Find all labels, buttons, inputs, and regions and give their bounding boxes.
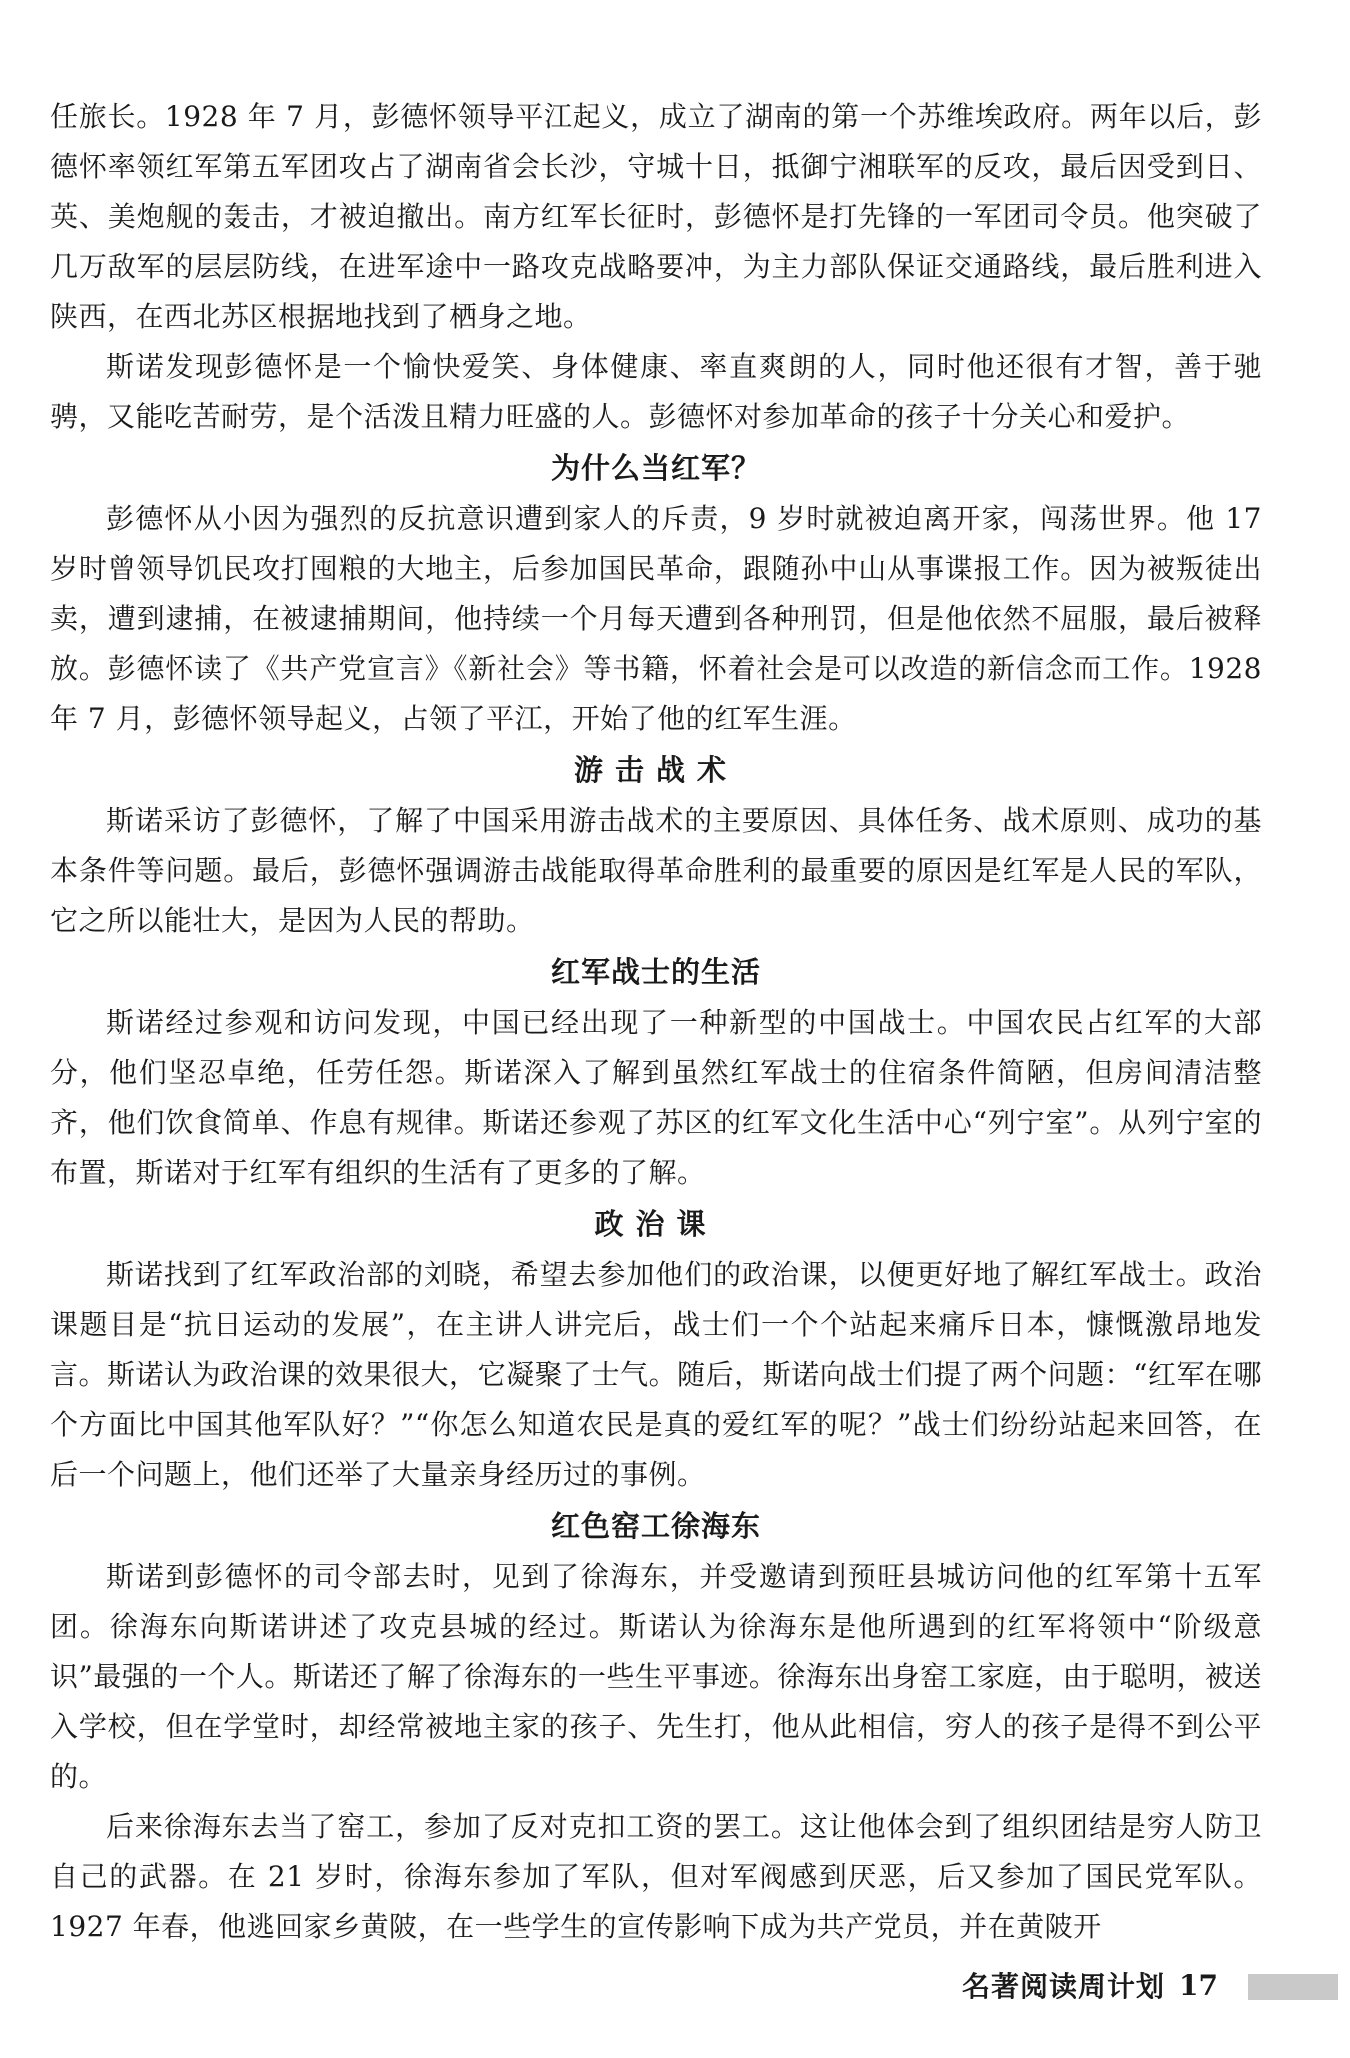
paragraph-peng-dehuai-character: 斯诺发现彭德怀是一个愉快爱笑、身体健康、率直爽朗的人，同时他还很有才智，善于驰骋，又能吃苦耐劳，是个活泼且精力旺盛的人。彭德怀对参加革命的孩子十分关心和爱护。 — [50, 350, 1262, 433]
paragraph-soldier-life: 斯诺经过参观和访问发现，中国已经出现了一种新型的中国战士。中国农民占红军的大部分，他们坚忍卓绝，任劳任怨。斯诺深入了解到虽然红军战士的住宿条件简陋，但房间清洁整齐，他们饮食简单、作息有规律。斯诺还参观了苏区的红军文化生活中心“列宁室”。从列宁室的布置，斯诺对于红军有组织的生活有了更多的了解。 — [50, 1006, 1262, 1189]
paragraph-peng-dehuai-career: 任旅长。1928 年 7 月，彭德怀领导平江起义，成立了湖南的第一个苏维埃政府。两年以后，彭德怀率领红军第五军团攻占了湖南省会长沙，守城十日，抵御宁湘联军的反攻，最后因受到日、英、美炮舰的轰击，才被迫撤出。南方红军长征时，彭德怀是打先锋的一军团司令员。他突破了几万敌军的层层防线，在进军途中一路攻克战略要冲，为主力部队保证交通路线，最后胜利进入陕西，在西北苏区根据地找到了栖身之地。 — [50, 100, 1262, 333]
heading-why-join-red-army: 为什么当红军？ — [550, 451, 761, 485]
page-footer — [962, 1965, 1218, 2005]
page-number: 17 — [1179, 1968, 1218, 2002]
paragraph-political-class: 斯诺找到了红军政治部的刘晓，希望去参加他们的政治课，以便更好地了解红军战士。政治课题目是“抗日运动的发展”，在主讲人讲完后，战士们一个个站起来痛斥日本，慷慨激昂地发言。斯诺认为政治课的效果很大，它凝聚了士气。随后，斯诺向战士们提了两个问题：“红军在哪个方面比中国其他军队好？”“你怎么知道农民是真的爱红军的呢？”战士们纷纷站起来回答，在后一个问题上，他们还举了大量亲身经历过的事例。 — [50, 1258, 1262, 1491]
paragraph-guerrilla-tactics: 斯诺采访了彭德怀，了解了中国采用游击战术的主要原因、具体任务、战术原则、成功的基本条件等问题。最后，彭德怀强调游击战能取得革命胜利的最重要的原因是红军是人民的军队，它之所以能壮大，是因为人民的帮助。 — [50, 804, 1262, 937]
paragraph-why-join-red-army: 彭德怀从小因为强烈的反抗意识遭到家人的斥责，9 岁时就被迫离开家，闯荡世界。他 17 岁时曾领导饥民攻打囤粮的大地主，后参加国民革命，跟随孙中山从事谍报工作。因为被叛徒出卖，遭到逮捕，在被逮捕期间，他持续一个月每天遭到各种刑罚，但是他依然不屈服，最后被释放。彭德怀读了《共产党宣言》《新社会》等书籍，怀着社会是可以改造的新信念而工作。1928 年 7 月，彭德怀领导起义，占领了平江，开始了他的红军生涯。 — [50, 502, 1262, 735]
heading-xu-haidong: 红色窑工徐海东 — [550, 1509, 761, 1543]
footer-decorative-bar — [1248, 1974, 1338, 2000]
paragraph-xu-haidong-later: 后来徐海东去当了窑工，参加了反对克扣工资的罢工。这让他体会到了组织团结是穷人防卫自己的武器。在 21 岁时，徐海东参加了军队，但对军阀感到厌恶，后又参加了国民党军队。1927 年春，他逃回家乡黄陂，在一些学生的宣传影响下成为共产党员，并在黄陂开 — [50, 1810, 1262, 1943]
heading-soldier-life: 红军战士的生活 — [550, 955, 761, 989]
footer-book-title: 名著阅读周计划 — [962, 1970, 1166, 2003]
page-body — [50, 92, 1262, 1952]
heading-guerrilla-tactics: 游击战术 — [573, 753, 738, 787]
heading-political-class: 政治课 — [594, 1207, 718, 1241]
paragraph-xu-haidong-intro: 斯诺到彭德怀的司令部去时，见到了徐海东，并受邀请到预旺县城访问他的红军第十五军团。徐海东向斯诺讲述了攻克县城的经过。斯诺认为徐海东是他所遇到的红军将领中“阶级意识”最强的一个人。斯诺还了解了徐海东的一些生平事迹。徐海东出身窑工家庭，由于聪明，被送入学校，但在学堂时，却经常被地主家的孩子、先生打，他从此相信，穷人的孩子是得不到公平的。 — [50, 1560, 1262, 1793]
